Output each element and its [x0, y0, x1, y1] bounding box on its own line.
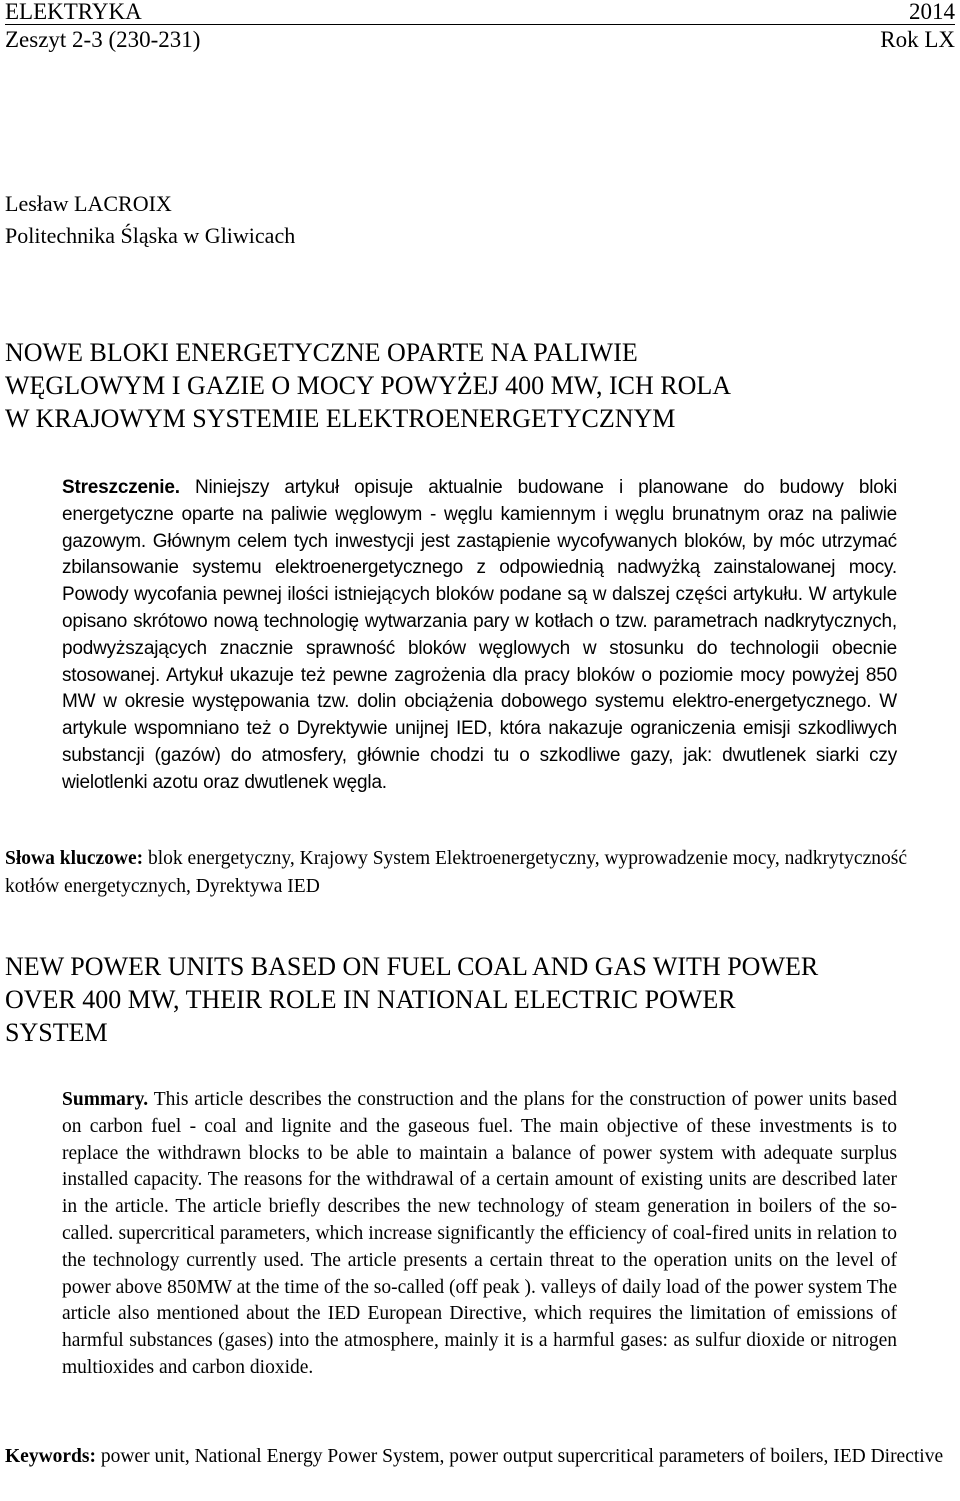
summary-english — [62, 1087, 897, 1382]
abstract-polish — [62, 475, 897, 797]
keywords-en-label: Keywords: — [5, 1446, 96, 1467]
keywords-pl-text: blok energetyczny, Krajowy System Elektroenergetyczny, wyprowadzenie mocy, nadkrytyczność kotłów energetycznych, Dyrektywa IED — [5, 848, 907, 897]
title-pl-line: WĘGLOWYM I GAZIE O MOCY POWYŻEJ 400 MW, ICH ROLA — [5, 371, 732, 400]
volume-number: Rok LX — [880, 27, 955, 52]
issue-number: Zeszyt 2-3 (230-231) — [5, 27, 201, 52]
journal-year: 2014 — [909, 0, 955, 24]
summary-text: This article describes the construction and the plans for the construction of power units based on carbon fuel - coal and lignite and the gaseous fuel. The main objective of these investments is to replace the withdrawn blocks to be able to maintain a balance of power system with adequate surplus installed capacity. The reasons for the withdrawal of a certain amount of existing units are described later in the article. The article briefly describes the new technology of steam generation in boilers of the so-called. supercritical parameters, which increase significantly the efficiency of coal-fired units in relation to the technology currently used. The article presents a certain threat to the operation units on the level of power above 850MW at the time of the so-called (off peak ). valleys of daily load of the power system The article also mentioned about the IED European Directive, which requires the limitation of emissions of harmful substances (gases) into the atmosphere, mainly it is a harmful gases: as sulfur dioxide or nitrogen multioxides and carbon dioxide. — [62, 1089, 897, 1378]
author-block — [5, 188, 295, 252]
abstract-text: Niniejszy artykuł opisuje aktualnie budowane i planowane do budowy bloki energetyczne oparte na paliwie węglowym - węglu kamiennym i węglu brunatnym oraz na paliwie gazowym. Głównym celem tych inwestycji jest zastąpienie wycofywanych bloków, by móc utrzymać zbilansowanie systemu elektroenergetycznego z odpowiednią nadwyżką zainstalowanej mocy. Powody wycofania pewnej ilości istniejących bloków podane są w dalszej części artykułu. W artykule opisano skrótowo nową technologię wytwarzania pary w kotłach o tzw. parametrach nadkrytycznych, podwyższających znacznie sprawność bloków węglowych w stosunku do technologii obecnie stosowanej. Artykuł ukazuje też pewne zagrożenia dla pracy bloków o poziomie mocy powyżej 850 MW w okresie występowania tzw. dolin obciążenia dobowego systemu elektro-energetycznego. W artykule wspomniano też o Dyrektywie unijnej IED, która nakazuje ograniczenia emisji szkodliwych substancji (gazów) do atmosfery, głównie chodzi tu o szkodliwe gazy, jak: dwutlenek siarki czy wielotlenki azotu oraz dwutlenek węgla. — [62, 477, 897, 793]
header-top-row — [5, 0, 955, 25]
title-en-line: SYSTEM — [5, 1018, 108, 1047]
title-english — [5, 950, 955, 1049]
page-header — [5, 0, 955, 55]
title-polish — [5, 336, 955, 435]
journal-name: ELEKTRYKA — [5, 0, 142, 24]
author-affiliation: Politechnika Śląska w Gliwicach — [5, 223, 296, 248]
title-en-line: NEW POWER UNITS BASED ON FUEL COAL AND GAS WITH POWER — [5, 952, 819, 981]
abstract-label: Streszczenie. — [62, 477, 180, 498]
title-pl-line: W KRAJOWYM SYSTEMIE ELEKTROENERGETYCZNYM — [5, 404, 676, 433]
author-name: Lesław LACROIX — [5, 191, 172, 216]
summary-label: Summary. — [62, 1089, 149, 1110]
keywords-polish — [5, 845, 955, 901]
header-bottom-row — [5, 25, 955, 55]
keywords-pl-label: Słowa kluczowe: — [5, 848, 144, 869]
keywords-en-text: power unit, National Energy Power System, power output supercritical parameters of boilers, IED Directive — [96, 1446, 944, 1467]
keywords-english — [5, 1443, 955, 1471]
title-pl-line: NOWE BLOKI ENERGETYCZNE OPARTE NA PALIWIE — [5, 338, 638, 367]
title-en-line: OVER 400 MW, THEIR ROLE IN NATIONAL ELECTRIC POWER — [5, 985, 736, 1014]
